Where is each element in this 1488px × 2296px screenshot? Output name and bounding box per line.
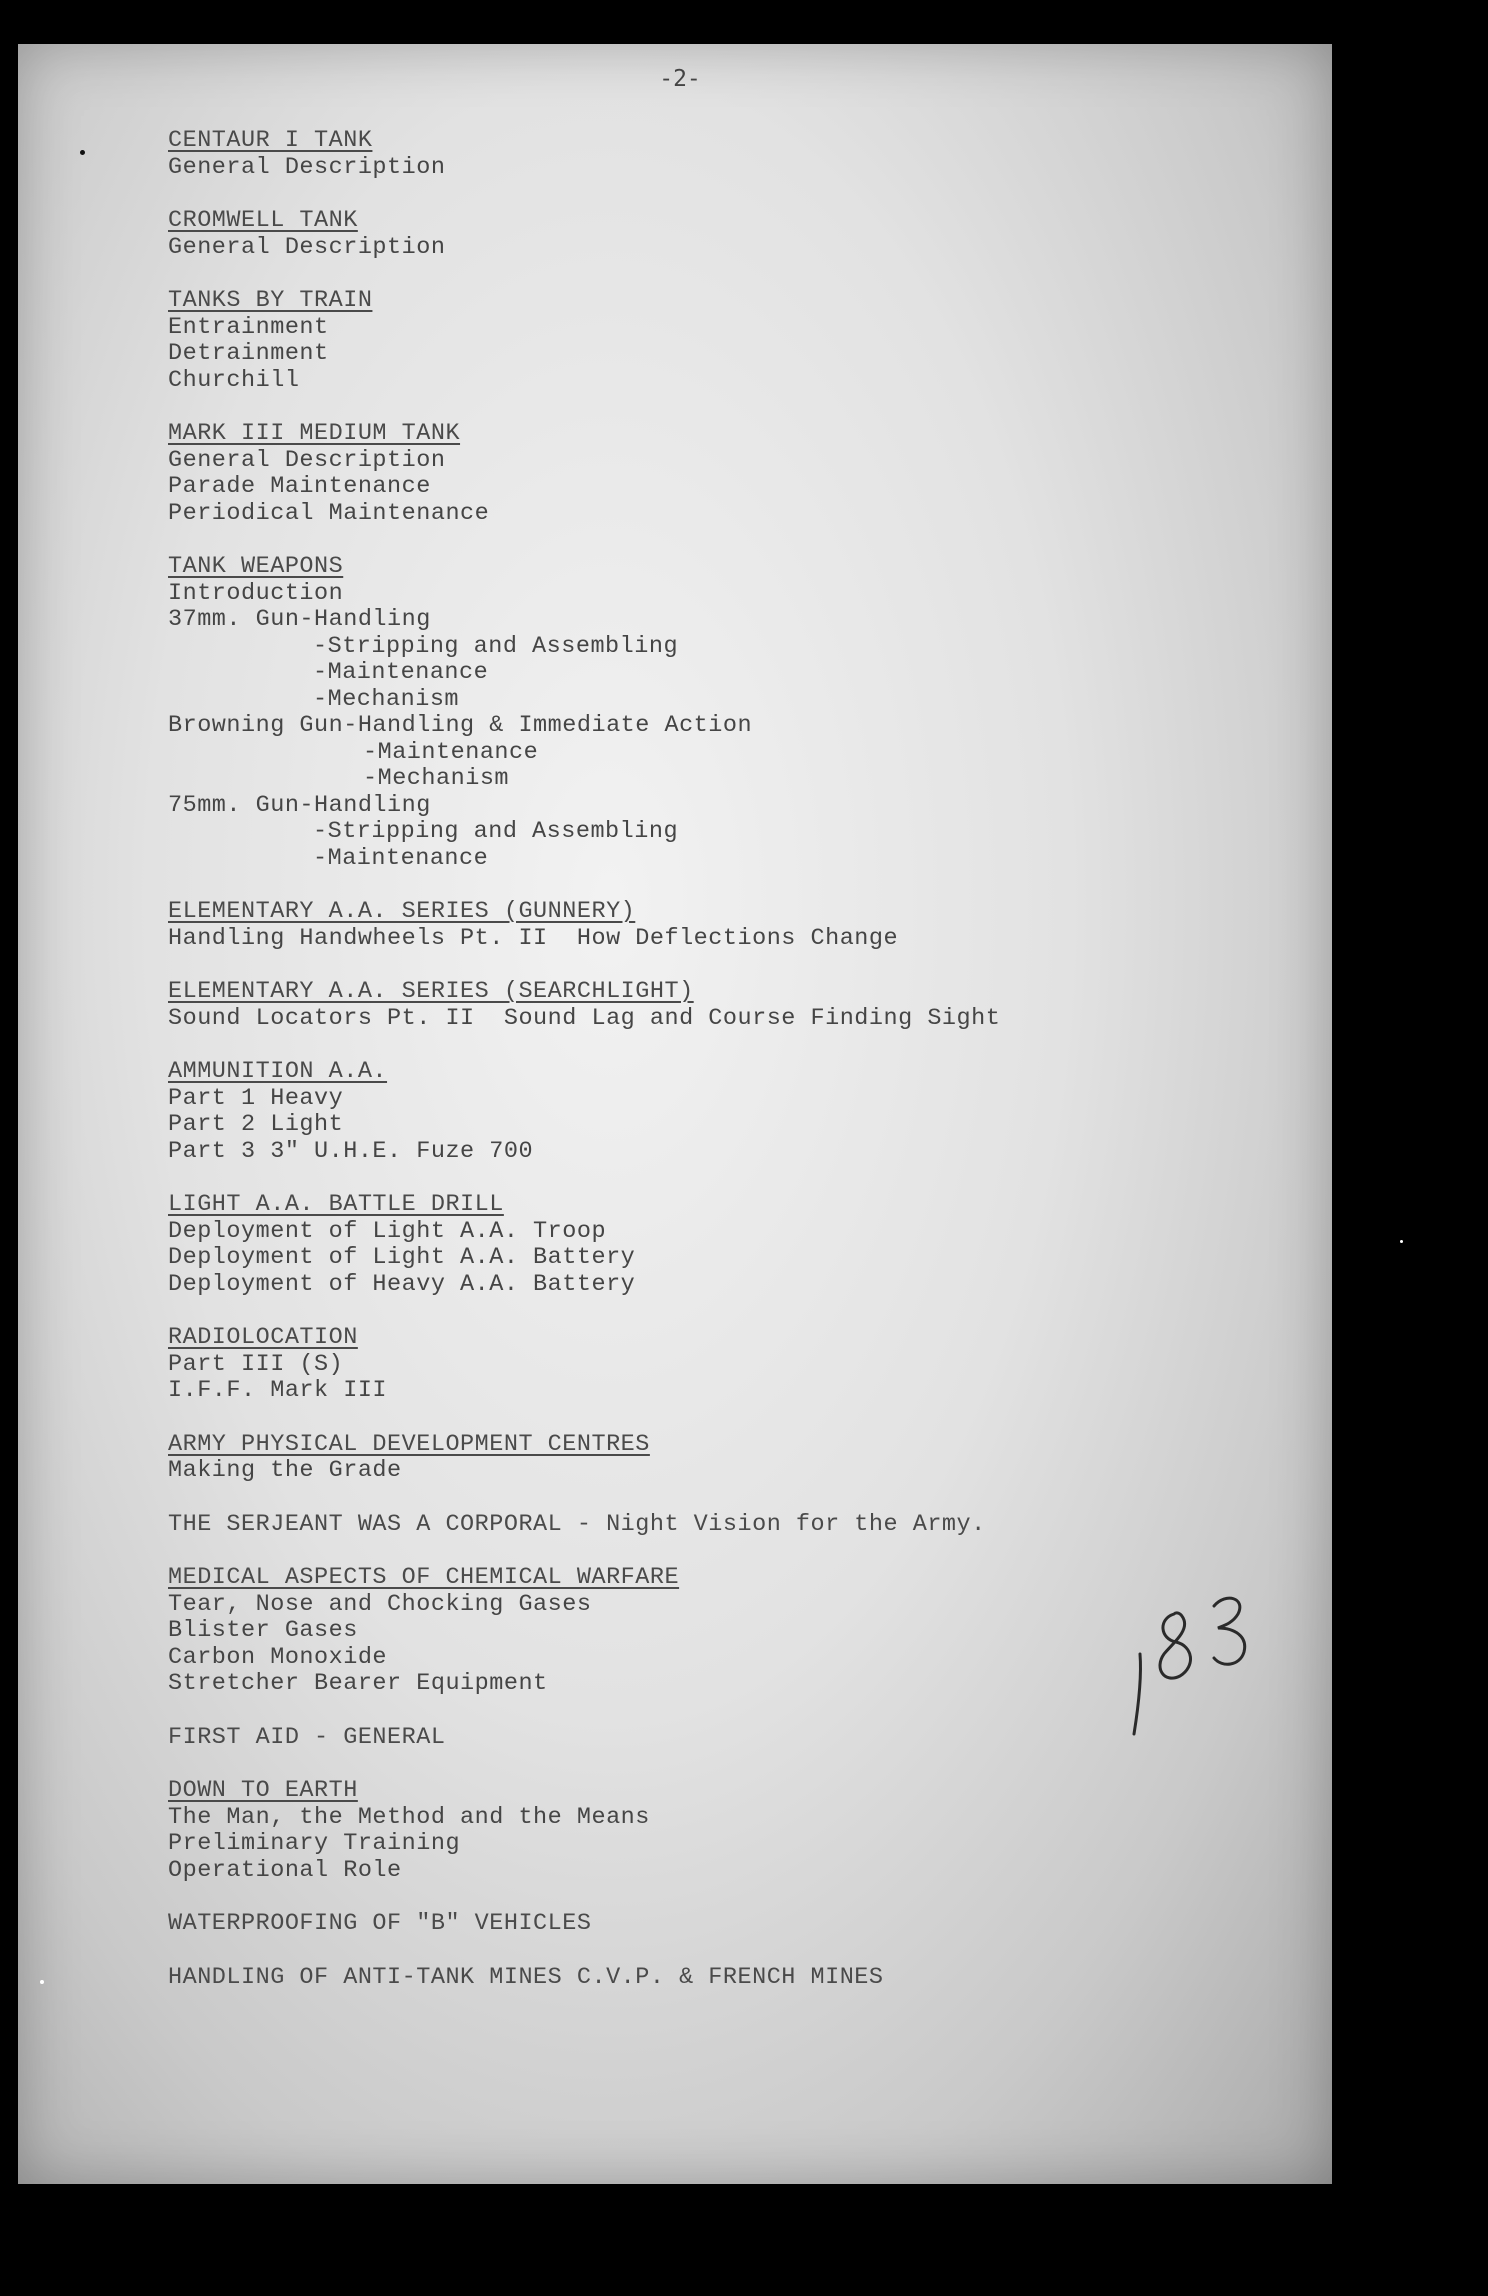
- section: [168, 1512, 1168, 1539]
- section-line: Detrainment: [168, 340, 329, 367]
- section-heading: FIRST AID - GENERAL: [168, 1723, 446, 1751]
- section-line: Making the Grade: [168, 1457, 402, 1484]
- section: [168, 1911, 1168, 1938]
- section-line: -Stripping and Assembling: [313, 632, 679, 660]
- section-line: Part III (S): [168, 1350, 344, 1378]
- section: [168, 1325, 1168, 1405]
- section-line: Churchill: [168, 366, 300, 394]
- section-line: Part 1 Heavy: [168, 1084, 344, 1112]
- section-heading: CENTAUR I TANK: [168, 127, 373, 154]
- section-line: -Maintenance: [313, 659, 489, 686]
- document-page: [18, 44, 1332, 2184]
- section-heading: ARMY PHYSICAL DEVELOPMENT CENTRES: [168, 1430, 650, 1458]
- section-heading: LIGHT A.A. BATTLE DRILL: [168, 1191, 504, 1218]
- section-line: 75mm. Gun-Handling: [168, 791, 431, 819]
- section-line: -Stripping and Assembling: [313, 818, 679, 845]
- section: [168, 288, 1168, 394]
- section-line: Deployment of Light A.A. Battery: [168, 1244, 636, 1271]
- film-speck: [40, 1980, 44, 1984]
- section-line: General Description: [168, 153, 446, 181]
- section-line: Preliminary Training: [168, 1830, 461, 1857]
- section: [168, 1778, 1168, 1884]
- section-heading: ELEMENTARY A.A. SERIES (GUNNERY): [168, 898, 636, 925]
- contents-list: [168, 128, 1168, 2018]
- section-line: Blister Gases: [168, 1617, 358, 1644]
- section-line: Parade Maintenance: [168, 473, 431, 500]
- section-heading: WATERPROOFING OF "B" VEHICLES: [168, 1910, 592, 1937]
- section-heading: AMMUNITION A.A.: [168, 1058, 388, 1085]
- section-line: General Description: [168, 446, 446, 474]
- section-line: -Mechanism: [313, 685, 460, 713]
- film-speck: [80, 150, 85, 155]
- section-line: Handling Handwheels Pt. II How Deflections Change: [168, 924, 899, 952]
- section-line: Periodical Maintenance: [168, 499, 490, 527]
- section: [168, 979, 1168, 1032]
- section: [168, 1965, 1168, 1992]
- film-speck: [1400, 1240, 1403, 1243]
- section-line: Part 2 Light: [168, 1111, 344, 1138]
- section-heading: MARK III MEDIUM TANK: [168, 420, 461, 447]
- section: [168, 1192, 1168, 1298]
- section-heading: THE SERJEANT WAS A CORPORAL - Night Vision for the Army.: [168, 1510, 986, 1538]
- section: [168, 1565, 1168, 1698]
- section-heading: HANDLING OF ANTI-TANK MINES C.V.P. & FRENCH MINES: [168, 1963, 884, 1991]
- section-heading: ELEMENTARY A.A. SERIES (SEARCHLIGHT): [168, 978, 694, 1005]
- section-line: Stretcher Bearer Equipment: [168, 1670, 548, 1697]
- section-line: -Mechanism: [363, 765, 510, 792]
- section-line: Operational Role: [168, 1856, 402, 1884]
- section-heading: RADIOLOCATION: [168, 1324, 358, 1351]
- section: [168, 421, 1168, 527]
- section-line: Introduction: [168, 579, 344, 607]
- section: [168, 1059, 1168, 1165]
- section-line: I.F.F. Mark III: [168, 1377, 388, 1404]
- section-line: Deployment of Light A.A. Troop: [168, 1217, 607, 1245]
- section: [168, 899, 1168, 952]
- section-line: The Man, the Method and the Means: [168, 1803, 650, 1831]
- section-heading: TANK WEAPONS: [168, 553, 344, 580]
- section-line: Deployment of Heavy A.A. Battery: [168, 1270, 636, 1298]
- section: [168, 1725, 1168, 1752]
- section-heading: TANKS BY TRAIN: [168, 287, 373, 314]
- section: [168, 554, 1168, 872]
- section-line: -Maintenance: [363, 738, 539, 766]
- handwritten-page-number: [1118, 1584, 1268, 1744]
- page-number: -2-: [659, 66, 701, 92]
- section-heading: CROMWELL TANK: [168, 207, 358, 234]
- section-line: 37mm. Gun-Handling: [168, 606, 431, 633]
- section: [168, 208, 1168, 261]
- section-line: Entrainment: [168, 313, 329, 341]
- section-heading: DOWN TO EARTH: [168, 1777, 358, 1804]
- section-heading: MEDICAL ASPECTS OF CHEMICAL WARFARE: [168, 1564, 680, 1591]
- section-line: Part 3 3" U.H.E. Fuze 700: [168, 1137, 534, 1165]
- section: [168, 128, 1168, 181]
- section-line: Tear, Nose and Chocking Gases: [168, 1590, 592, 1618]
- section-line: Browning Gun-Handling & Immediate Action: [168, 712, 753, 739]
- section: [168, 1432, 1168, 1485]
- section-line: General Description: [168, 233, 446, 261]
- section-line: Sound Locators Pt. II Sound Lag and Course Finding Sight: [168, 1004, 1001, 1032]
- section-line: -Maintenance: [313, 844, 489, 872]
- section-line: Carbon Monoxide: [168, 1643, 388, 1671]
